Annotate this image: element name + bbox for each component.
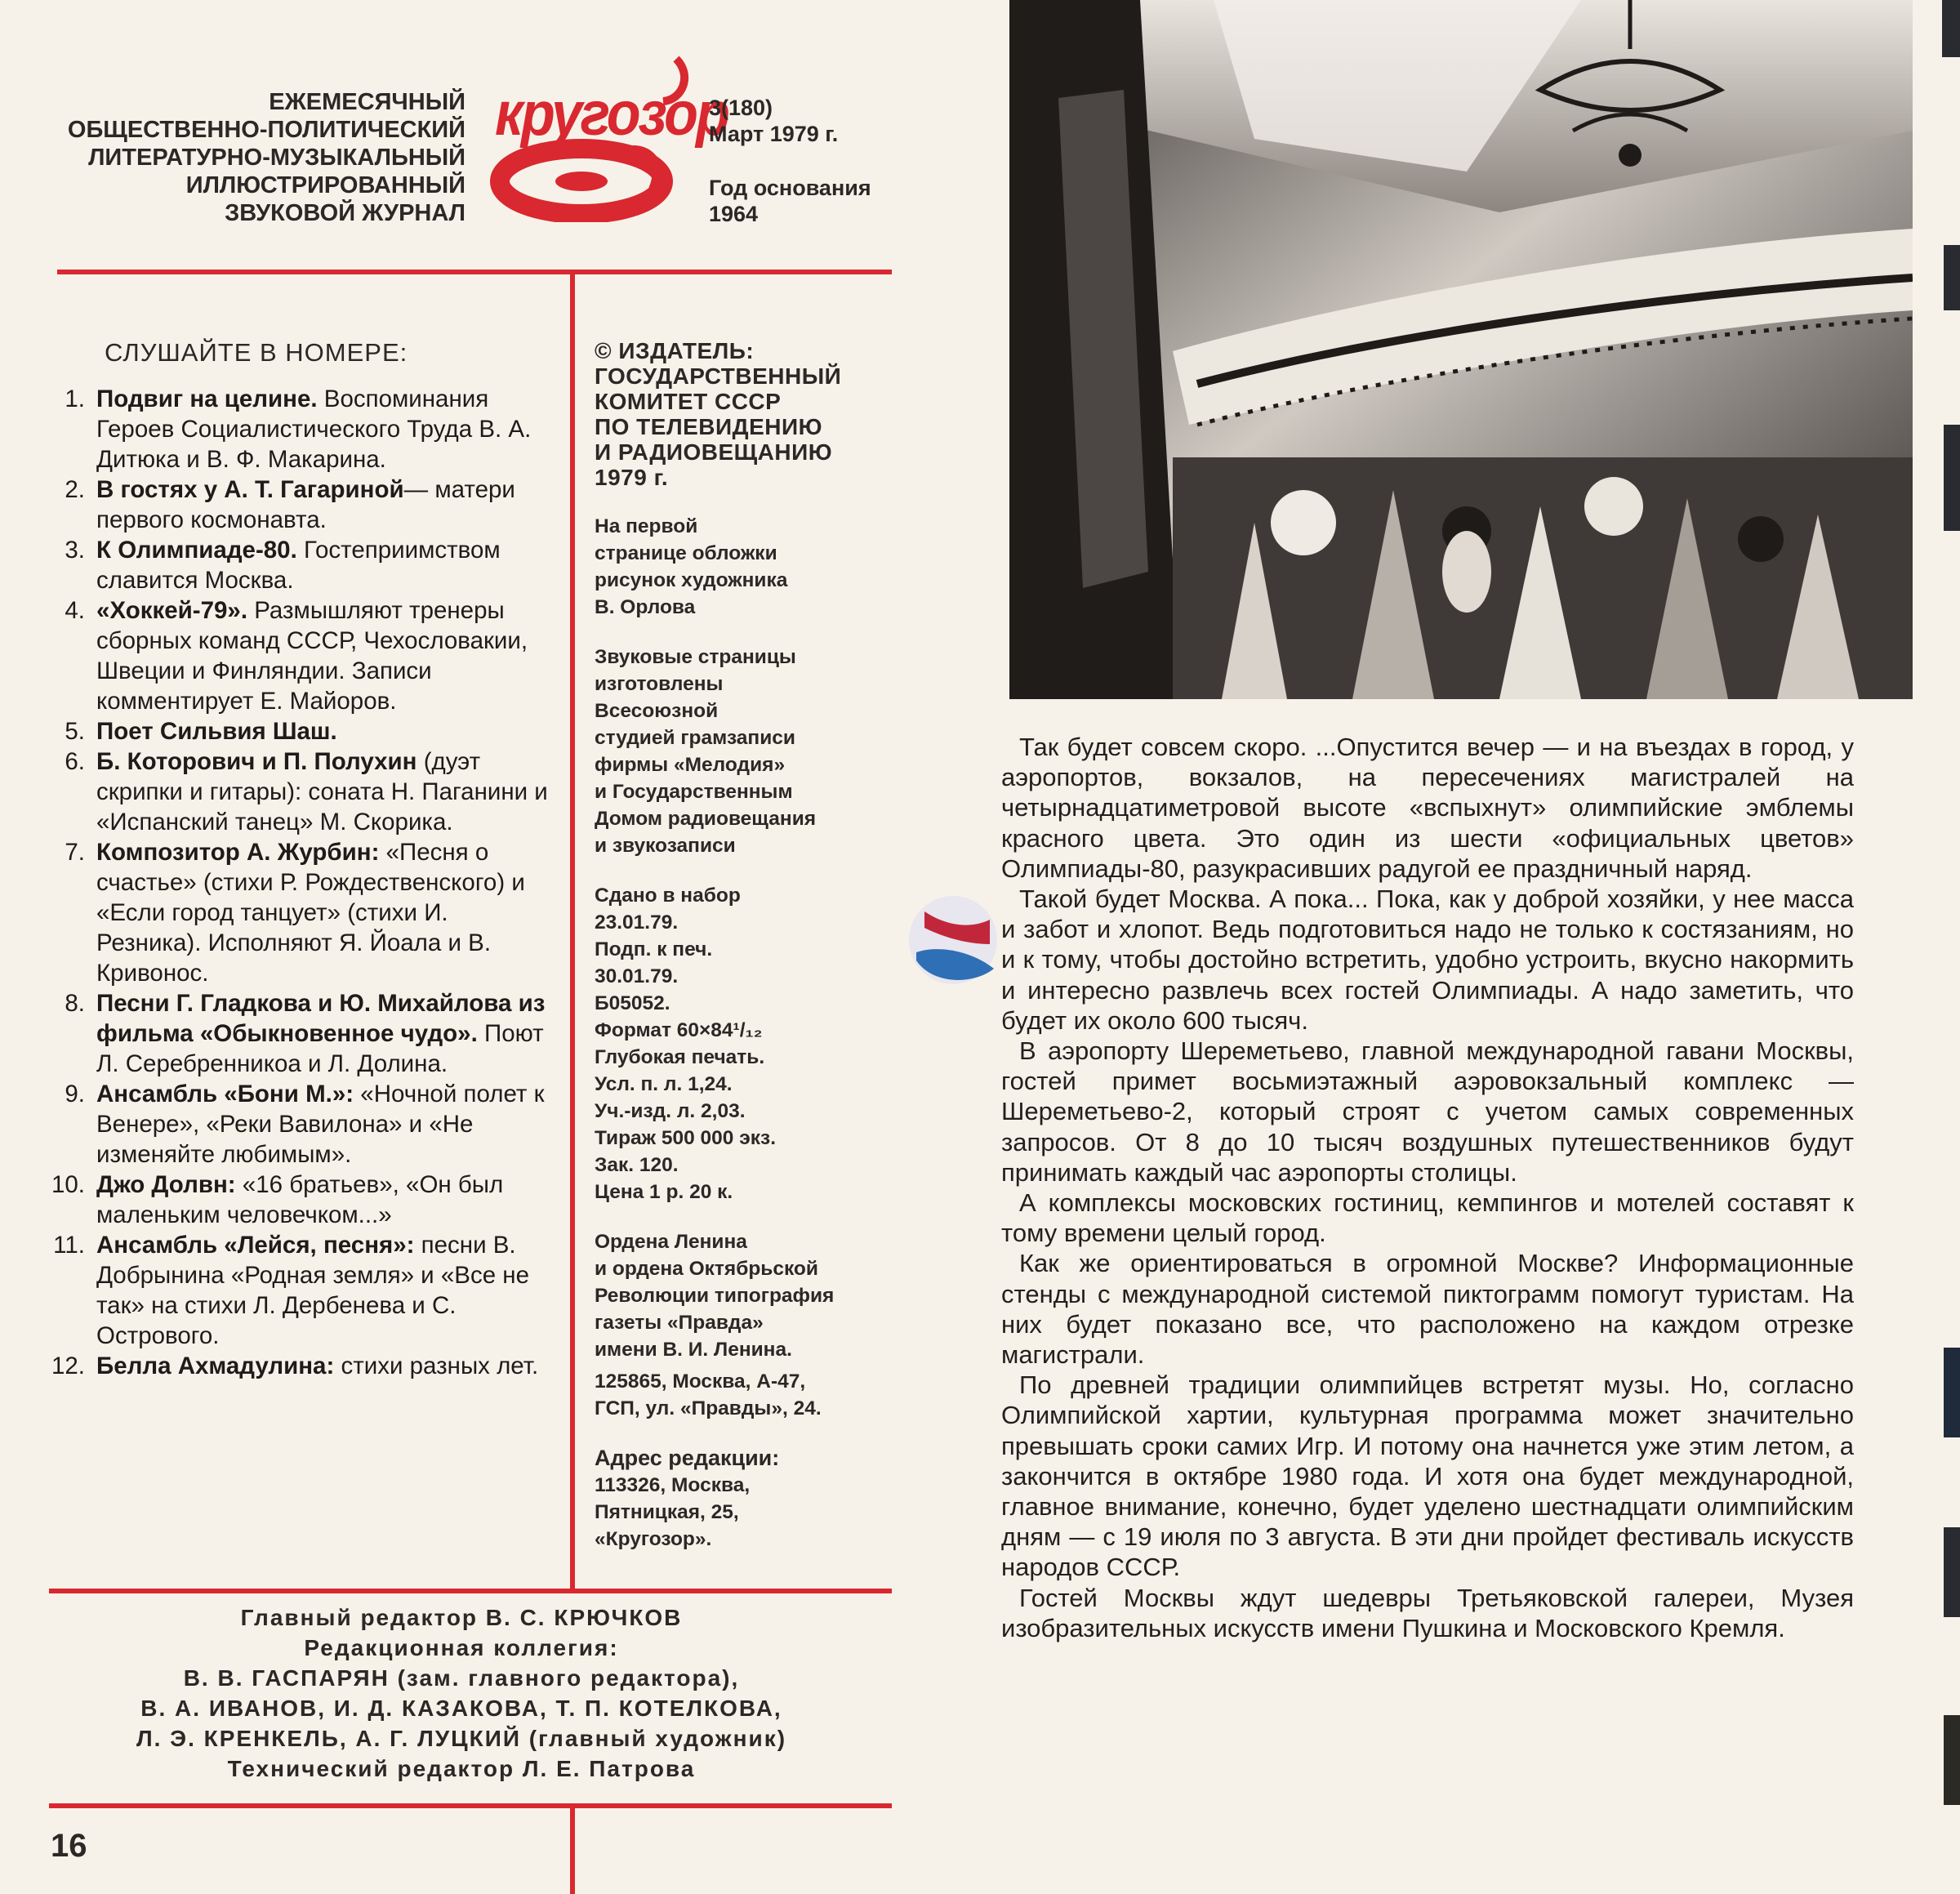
issue-info	[709, 95, 871, 227]
imprint-column	[595, 338, 897, 1553]
print-line: Уч.-изд. л. 2,03.	[595, 1100, 746, 1122]
item-text: «Песня о счастье» (стихи Р. Рождественского) и «Если город танцует» (стихи И. Резника). Исполняют Я. Йоала и В. Кривонос.	[96, 839, 525, 987]
description-line: ЕЖЕМЕСЯЧНЫЙ	[269, 89, 466, 115]
print-line: Формат 60×84¹/₁₂	[595, 1019, 763, 1041]
cover-line: В. Орлова	[595, 596, 696, 618]
contents-heading: СЛУШАЙТЕ В НОМЕРЕ:	[105, 338, 408, 367]
cover-credit	[595, 513, 897, 621]
item-number: 6.	[65, 748, 85, 775]
issue-number: 3(180)	[709, 96, 773, 120]
item-title: Белла Ахмадулина:	[96, 1353, 335, 1379]
top-rule	[57, 270, 892, 274]
print-line: Цена 1 р. 20 к.	[595, 1181, 733, 1203]
list-item	[51, 384, 557, 475]
publisher-block	[595, 338, 897, 490]
item-title: К Олимпиаде-80.	[96, 537, 297, 564]
edge-tab	[1942, 0, 1960, 57]
item-number: 10.	[51, 1171, 85, 1198]
editorial-line: Л. Э. КРЕНКЕЛЬ, А. Г. ЛУЦКИЙ (главный художник)	[136, 1726, 787, 1751]
item-title: Ансамбль «Бони М.»:	[96, 1081, 354, 1107]
column-divider	[570, 274, 575, 1591]
list-item	[51, 1170, 557, 1230]
sound-line: изготовлены	[595, 673, 724, 695]
cover-line: рисунок художника	[595, 569, 788, 591]
article-paragraph: По древней традиции олимпийцев встретят музы. Но, согласно Олимпийской хартии, культурная программа может значительно превышать сроки самих Игр. И потому она начнется уже этим летом, а закончится в октябре 1980 года. И хотя она будет международной, главное внимание, конечно, будет уделено шестнадцати олимпийским дням — с 19 июля по 3 августа. В эти дни пройдет фестиваль искусств народов СССР.	[1001, 1370, 1854, 1582]
bottom-divider	[570, 1808, 575, 1894]
item-number: 4.	[65, 597, 85, 624]
sound-line: фирмы «Мелодия»	[595, 754, 786, 776]
publisher-line: КОМИТЕТ СССР	[595, 389, 782, 414]
publisher-line: 1979 г.	[595, 465, 669, 490]
item-text: стихи разных лет.	[341, 1353, 539, 1379]
sound-line: Домом радиовещания	[595, 808, 817, 830]
editorial-line: В. А. ИВАНОВ, И. Д. КАЗАКОВА, Т. П. КОТЕЛКОВА,	[140, 1696, 782, 1721]
item-text: «Ночной полет к Венере», «Реки Вавилона» и «Не изменяйте любимым».	[96, 1081, 545, 1168]
editorial-line: Технический редактор Л. Е. Патрова	[227, 1756, 696, 1781]
item-text: (дуэт скрипки и гитары): соната Н. Паганини и «Испанский танец» М. Скорика.	[96, 748, 548, 836]
editorial-top-rule	[49, 1589, 892, 1593]
description-line: ЛИТЕРАТУРНО-МУЗЫКАЛЬНЫЙ	[88, 145, 466, 171]
editorial-board	[33, 1602, 890, 1784]
item-title: Б. Которович и П. Полухин	[96, 748, 417, 775]
article-body	[1001, 732, 1854, 1643]
page-number: 16	[51, 1828, 87, 1864]
article-paragraph: Так будет совсем скоро. ...Опустится вечер — и на въездах в город, у аэропортов, вокзалов, на пересечениях магистралей на четырнадцатиметровой высоте «вспыхнут» олимпийские эмблемы красного цвета. Это один из шести «официальных цветов» Олимпиады-80, разукрасивших радугой ее праздничный наряд.	[1001, 733, 1854, 883]
printer-line: Революции типография	[595, 1285, 835, 1307]
krugozor-logo	[490, 51, 728, 222]
article-paragraph: В аэропорту Шереметьево, главной международной гавани Москвы, гостей примет восьмиэтажный аэровокзальный комплекс — Шереметьево-2, который строят с учетом самых современных запросов. От 8 до 10 тысяч воздушных путешественников будут принимать каждый час аэропорты столицы.	[1001, 1036, 1854, 1187]
print-line: 23.01.79.	[595, 911, 679, 934]
printer-credit	[595, 1228, 897, 1363]
description-line: ОБЩЕСТВЕННО-ПОЛИТИЧЕСКИЙ	[67, 117, 466, 143]
hall-photo	[1009, 0, 1913, 699]
print-line: Тираж 500 000 экз.	[595, 1127, 777, 1149]
sound-line: Всесоюзной	[595, 700, 719, 722]
sound-line: и Государственным	[595, 781, 793, 803]
sound-pages-credit	[595, 644, 897, 859]
sound-line: и звукозаписи	[595, 835, 736, 857]
list-item	[51, 837, 557, 988]
item-number: 12.	[51, 1353, 85, 1379]
print-line: Зак. 120.	[595, 1154, 679, 1176]
logo-wordmark: кругозор	[495, 79, 728, 149]
item-text: — матери первого космонавта.	[96, 476, 515, 533]
editorial-bottom-rule	[49, 1803, 892, 1808]
print-line: Сдано в набор	[595, 885, 741, 907]
item-text: Размышляют тренеры сборных команд СССР, Чехословакии, Швеции и Финляндии. Записи комментирует Е. Майоров.	[96, 597, 528, 715]
item-number: 9.	[65, 1081, 85, 1107]
printer-line: имени В. И. Ленина.	[595, 1339, 792, 1361]
printer-address	[595, 1368, 897, 1422]
edge-tab	[1944, 245, 1960, 310]
printer-line: и ордена Октябрьской	[595, 1258, 818, 1280]
publisher-line: ПО ТЕЛЕВИДЕНИЮ	[595, 414, 822, 439]
list-item	[51, 595, 557, 716]
item-number: 2.	[65, 476, 85, 503]
edge-tab	[1944, 425, 1960, 531]
item-number: 11.	[53, 1232, 85, 1259]
print-line: Б05052.	[595, 992, 670, 1014]
printer-line: газеты «Правда»	[595, 1312, 764, 1334]
address-line: 125865, Москва, А-47,	[595, 1370, 806, 1393]
founded-year: 1964	[709, 202, 759, 226]
printer-line: Ордена Ленина	[595, 1231, 747, 1253]
item-title: Композитор А. Журбин:	[96, 839, 380, 866]
list-item	[51, 1351, 557, 1381]
edge-tab	[1944, 1715, 1960, 1805]
item-number: 7.	[65, 839, 85, 866]
description-line: ИЛЛЮСТРИРОВАННЫЙ	[185, 172, 466, 198]
item-title: В гостях у А. Т. Гагариной	[96, 476, 404, 503]
list-item	[51, 1230, 557, 1351]
article-paragraph: Такой будет Москва. А пока... Пока, как у доброй хозяйки, у нее масса и забот и хлопот. Ведь подготовиться надо не только к состязаниям, но и к тому, чтобы достойно встретить, удобно устроить, вкусно накормить и интересно развлечь всех гостей Олимпиады. А надо заметить, что будет их около 600 тысяч.	[1001, 885, 1854, 1035]
address-line: 113326, Москва,	[595, 1474, 751, 1496]
editorial-line: Главный редактор В. С. КРЮЧКОВ	[240, 1605, 683, 1630]
editorial-address-label: Адрес редакции:	[595, 1446, 780, 1470]
cover-line: странице обложки	[595, 542, 777, 564]
list-item	[51, 475, 557, 535]
issue-date: Март 1979 г.	[709, 122, 839, 146]
publisher-line: © ИЗДАТЕЛЬ:	[595, 338, 755, 363]
article-paragraph: А комплексы московских гостиниц, кемпингов и мотелей составят к тому времени целый город.	[1001, 1188, 1854, 1248]
print-details	[595, 882, 897, 1205]
item-title: Поет Сильвия Шаш.	[96, 718, 337, 745]
print-line: 30.01.79.	[595, 965, 679, 987]
item-text: Гостеприимством славится Москва.	[96, 537, 501, 594]
item-title: «Хоккей-79».	[96, 597, 248, 624]
publisher-line: ГОСУДАРСТВЕННЫЙ	[595, 363, 842, 389]
item-number: 1.	[65, 385, 85, 412]
editorial-line: В. В. ГАСПАРЯН (зам. главного редактора),	[183, 1665, 740, 1691]
item-number: 5.	[65, 718, 85, 745]
journal-description	[33, 88, 466, 227]
description-line: ЗВУКОВОЙ ЖУРНАЛ	[225, 200, 466, 226]
edge-tab	[1944, 1348, 1960, 1437]
founded-label: Год основания	[709, 176, 871, 200]
item-title: Песни Г. Гладкова и Ю. Михайлова из фильма «Обыкновенное чудо».	[96, 990, 546, 1047]
editorial-address	[595, 1445, 897, 1553]
article-paragraph: Гостей Москвы ждут шедевры Третьяковской галереи, Музея изобразительных искусств имени Пушкина и Московского Кремля.	[1001, 1583, 1854, 1642]
editorial-line: Редакционная коллегия:	[304, 1635, 619, 1660]
list-item	[51, 746, 557, 837]
item-text: песни В. Добрынина «Родная земля» и «Все не так» на стихи Л. Дербенева и С. Острового.	[96, 1232, 529, 1349]
list-item	[51, 535, 557, 595]
print-line: Глубокая печать.	[595, 1046, 765, 1068]
edge-tab	[1944, 1527, 1960, 1617]
list-item	[51, 716, 557, 746]
address-line: «Кругозор».	[595, 1528, 712, 1550]
item-title: Подвиг на целине.	[96, 385, 318, 412]
item-title: Ансамбль «Лейся, песня»:	[96, 1232, 415, 1259]
color-disc-icon	[908, 895, 998, 985]
print-line: Усл. п. л. 1,24.	[595, 1073, 733, 1095]
article-paragraph: Как же ориентироваться в огромной Москве? Информационные стенды с международной системой пиктограмм помогут туристам. На них будет показано все, что расположено на каждом отрезке магистрали.	[1001, 1249, 1854, 1370]
item-text: «16 братьев», «Он был маленьким человечком...»	[96, 1171, 504, 1228]
item-text: Воспоминания Героев Социалистического Труда В. А. Дитюка и В. Ф. Макарина.	[96, 385, 532, 473]
publisher-line: И РАДИОВЕЩАНИЮ	[595, 439, 833, 465]
item-number: 3.	[65, 537, 85, 564]
item-text: Поют Л. Серебренникоа и Л. Долина.	[96, 1020, 544, 1077]
address-line: ГСП, ул. «Правды», 24.	[595, 1397, 822, 1419]
item-number: 8.	[65, 990, 85, 1017]
contents-list	[51, 384, 557, 1381]
sound-line: студией грамзаписи	[595, 727, 795, 749]
item-title: Джо Долвн:	[96, 1171, 236, 1198]
cover-line: На первой	[595, 515, 698, 537]
list-item	[51, 988, 557, 1079]
list-item	[51, 1079, 557, 1170]
address-line: Пятницкая, 25,	[595, 1501, 739, 1523]
sound-line: Звуковые страницы	[595, 646, 796, 668]
print-line: Подп. к печ.	[595, 938, 713, 960]
